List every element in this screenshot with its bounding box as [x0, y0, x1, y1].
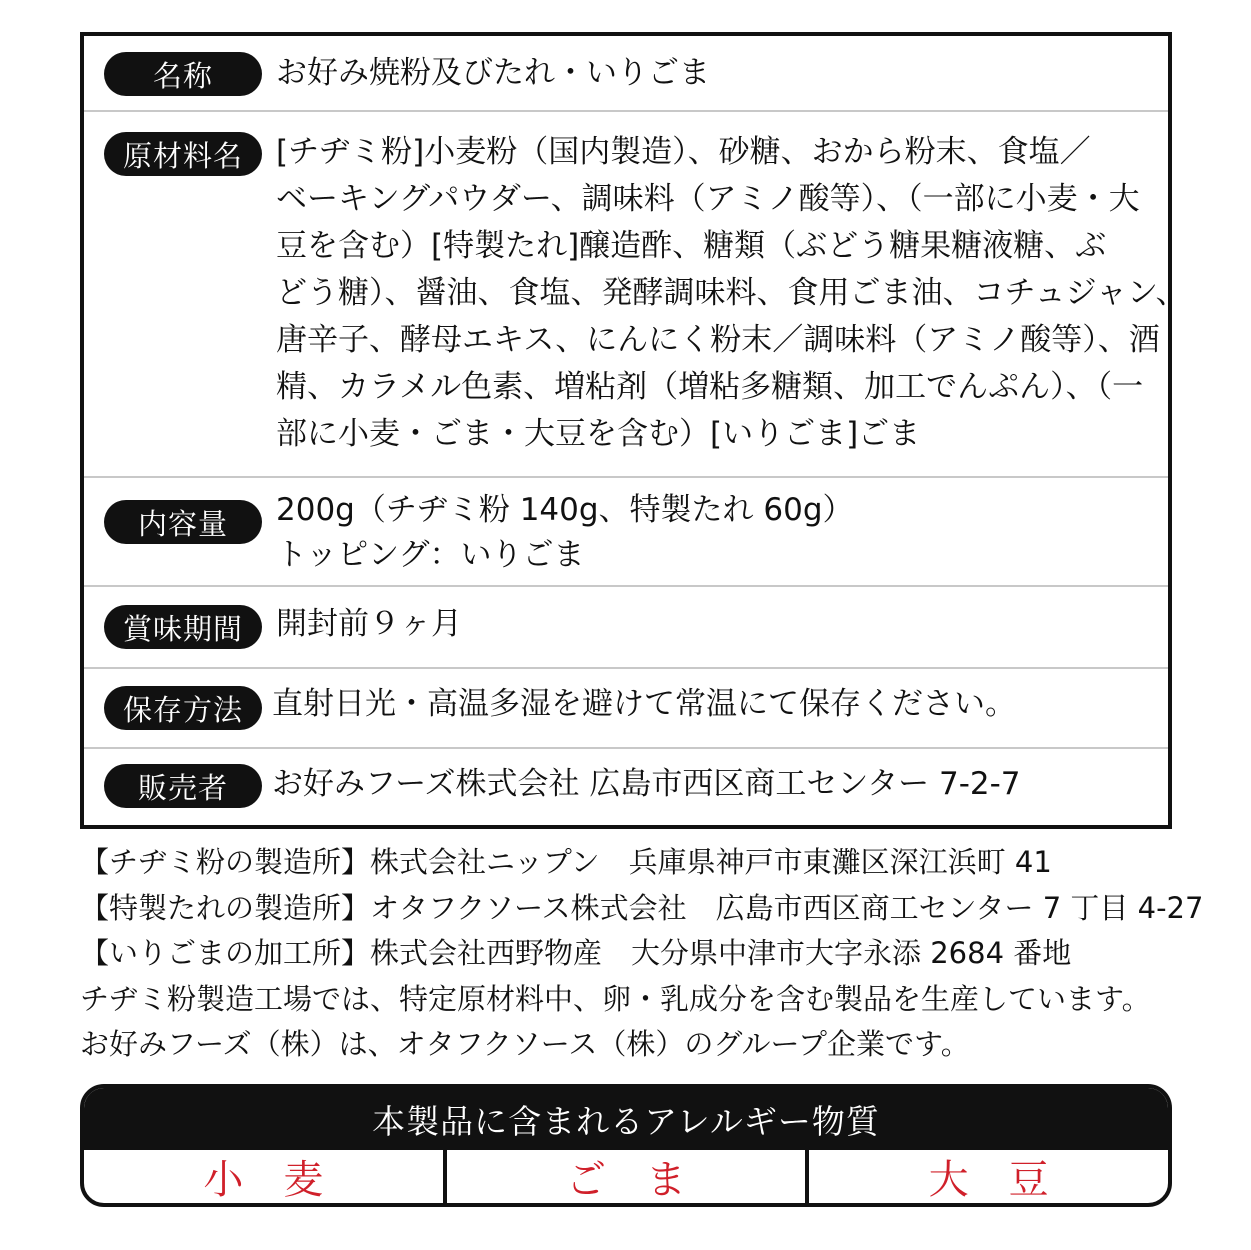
value-line: 部に小麦・ごま・大豆を含む）[いりごま]ごま — [276, 416, 921, 452]
value-line: [チヂミ粉]小麦粉（国内製造）、砂糖、おから粉末、食塩／ — [276, 134, 1091, 170]
value-line: 200g（チヂミ粉 140g、特製たれ 60g） — [276, 492, 854, 528]
row-seller — [84, 749, 1168, 829]
value-line: トッピング：いりごま — [276, 537, 585, 573]
allergen-list — [84, 1150, 1168, 1203]
note-line: 【特製たれの製造所】オタフクソース株式会社 広島市西区商工センター 7 丁目 4-27 — [80, 890, 1204, 925]
note-line: 【チヂミ粉の製造所】株式会社ニップン 兵庫県神戸市東灘区深江浜町 41 — [80, 845, 1052, 879]
value-line: お好み焼粉及びたれ・いりごま — [276, 55, 710, 91]
row-value — [272, 681, 1150, 728]
row-storage — [84, 669, 1168, 749]
value-line: 豆を含む）[特製たれ]醸造酢、糖類（ぶどう糖果糖液糖、ぶ — [276, 228, 1107, 264]
row-label: 名称 — [104, 52, 262, 96]
row-ingredients — [84, 112, 1187, 478]
value-line: 開封前９ヶ月 — [276, 606, 462, 642]
row-label: 販売者 — [104, 764, 262, 808]
allergen-item-sesame: ごま — [447, 1150, 810, 1203]
row-contents — [84, 478, 1168, 587]
value-line: どう糖）、醤油、食塩、発酵調味料、食用ごま油、コチュジャン、 — [276, 275, 1187, 311]
note-line: お好みフーズ（株）は、オタフクソース（株）のグループ企業です。 — [80, 1027, 970, 1061]
note-line: 【いりごまの加工所】株式会社西野物産 大分県中津市大字永添 2684 番地 — [80, 936, 1072, 970]
value-line: 直射日光・高温多湿を避けて常温にて保存ください。 — [272, 686, 1016, 722]
value-line: ベーキングパウダー、調味料（アミノ酸等）、（一部に小麦・大 — [276, 181, 1140, 217]
allergen-heading: 本製品に含まれるアレルギー物質 — [84, 1088, 1168, 1150]
value-line: 精、カラメル色素、増粘剤（増粘多糖類、加工でんぷん）、（一 — [276, 369, 1144, 405]
note-line: チヂミ粉製造工場では、特定原材料中、卵・乳成分を含む製品を生産しています。 — [80, 981, 1151, 1016]
row-value — [276, 50, 1150, 97]
row-label: 賞味期間 — [104, 605, 262, 649]
row-best-before — [84, 587, 1168, 669]
row-value — [276, 601, 1150, 648]
row-label: 内容量 — [104, 500, 262, 544]
value-line: お好みフーズ株式会社 広島市西区商工センター 7-2-7 — [272, 766, 1021, 802]
row-label: 保存方法 — [104, 686, 262, 730]
allergen-item-soybean: 大豆 — [928, 1157, 1089, 1203]
value-line: 唐辛子、酵母エキス、にんにく粉末／調味料（アミノ酸等）、酒 — [276, 322, 1160, 358]
row-value — [276, 129, 1187, 458]
allergen-box — [80, 1084, 1172, 1207]
manufacturer-notes — [80, 840, 1204, 1068]
row-value — [272, 761, 1150, 808]
row-name — [84, 36, 1168, 112]
row-label: 原材料名 — [104, 132, 262, 176]
product-label-table — [80, 32, 1187, 829]
row-value — [276, 488, 1150, 578]
allergen-item-wheat: 小麦 — [84, 1150, 447, 1203]
